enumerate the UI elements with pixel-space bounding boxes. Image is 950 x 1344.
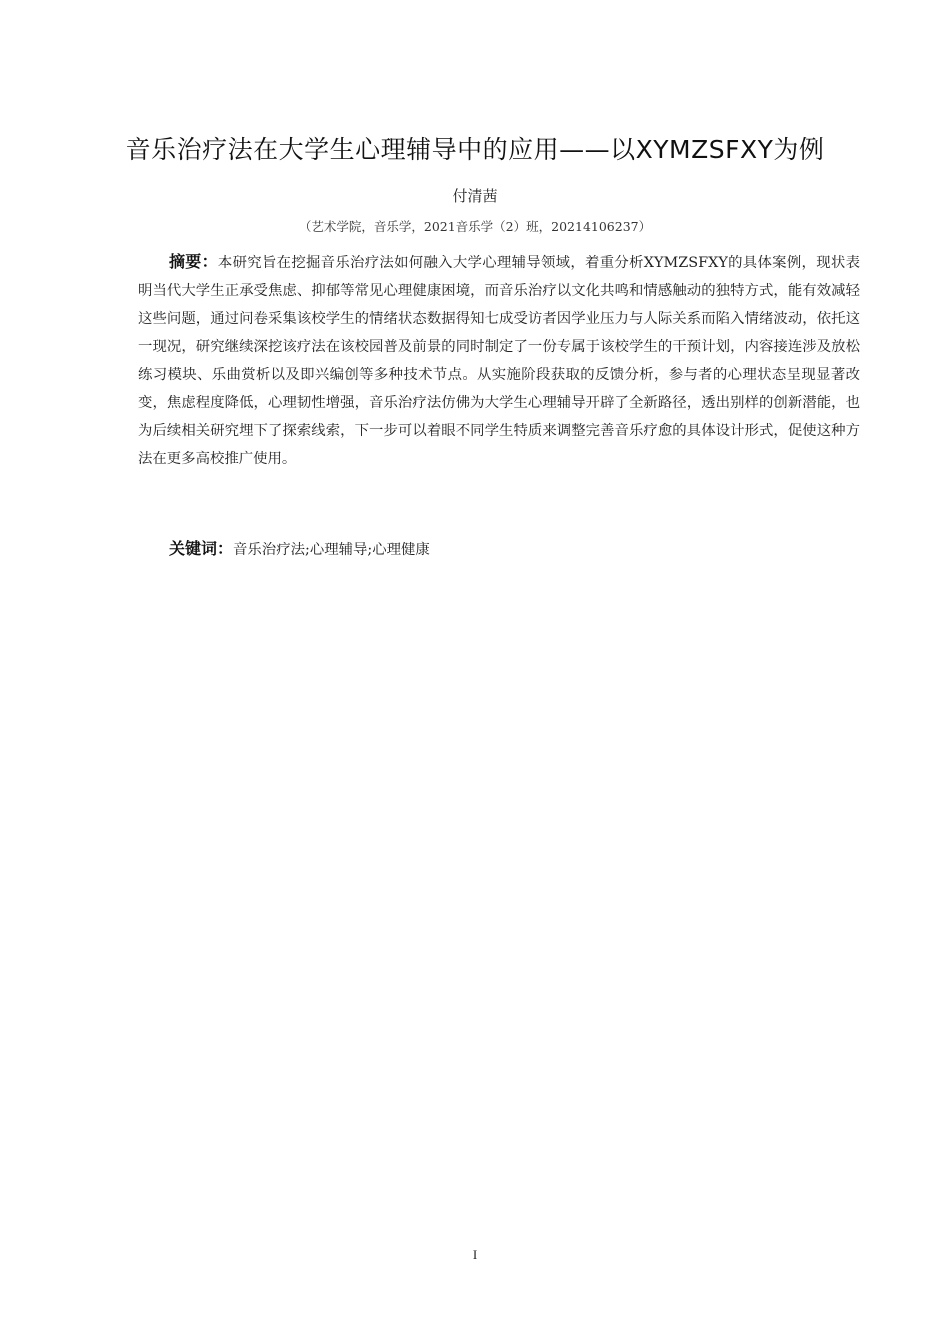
- abstract: [138, 248, 860, 473]
- author-name: 付清茜: [452, 187, 498, 205]
- abstract-text: 本研究旨在挖掘音乐治疗法如何融入大学心理辅导领域，着重分析XYMZSFXY的具体案例，现状表明当代大学生正承受焦虑、抑郁等常见心理健康困境，而音乐治疗以文化共鸣和情感触动的独特方式，能有效减轻这些问题，通过问卷采集该校学生的情绪状态数据得知七成受访者因学业压力与人际关系而陷入情绪波动，依托这一现况，研究继续深挖该疗法在该校园普及前景的同时制定了一份专属于该校学生的干预计划，内容接连涉及放松练习模块、乐曲赏析以及即兴编创等多种技术节点。从实施阶段获取的反馈分析，参与者的心理状态呈现显著改变，焦虑程度降低，心理韧性增强，音乐治疗法仿佛为大学生心理辅导开辟了全新路径，透出别样的创新潜能，也为后续相关研究埋下了探索线索，下一步可以着眼不同学生特质来调整完善音乐疗愈的具体设计形式，促使这种方法在更多高校推广使用。: [138, 255, 860, 467]
- keywords-text: 音乐治疗法;心理辅导;心理健康: [233, 542, 430, 558]
- page-number: I: [472, 1247, 478, 1262]
- abstract-label: 摘要：: [169, 252, 218, 271]
- paper-title: 音乐治疗法在大学生心理辅导中的应用——以XYMZSFXY为例: [125, 135, 825, 164]
- keywords: [169, 535, 859, 564]
- keywords-label: 关键词：: [169, 539, 234, 558]
- author-affiliation: （艺术学院，音乐学，2021音乐学（2）班，20214106237）: [298, 219, 652, 234]
